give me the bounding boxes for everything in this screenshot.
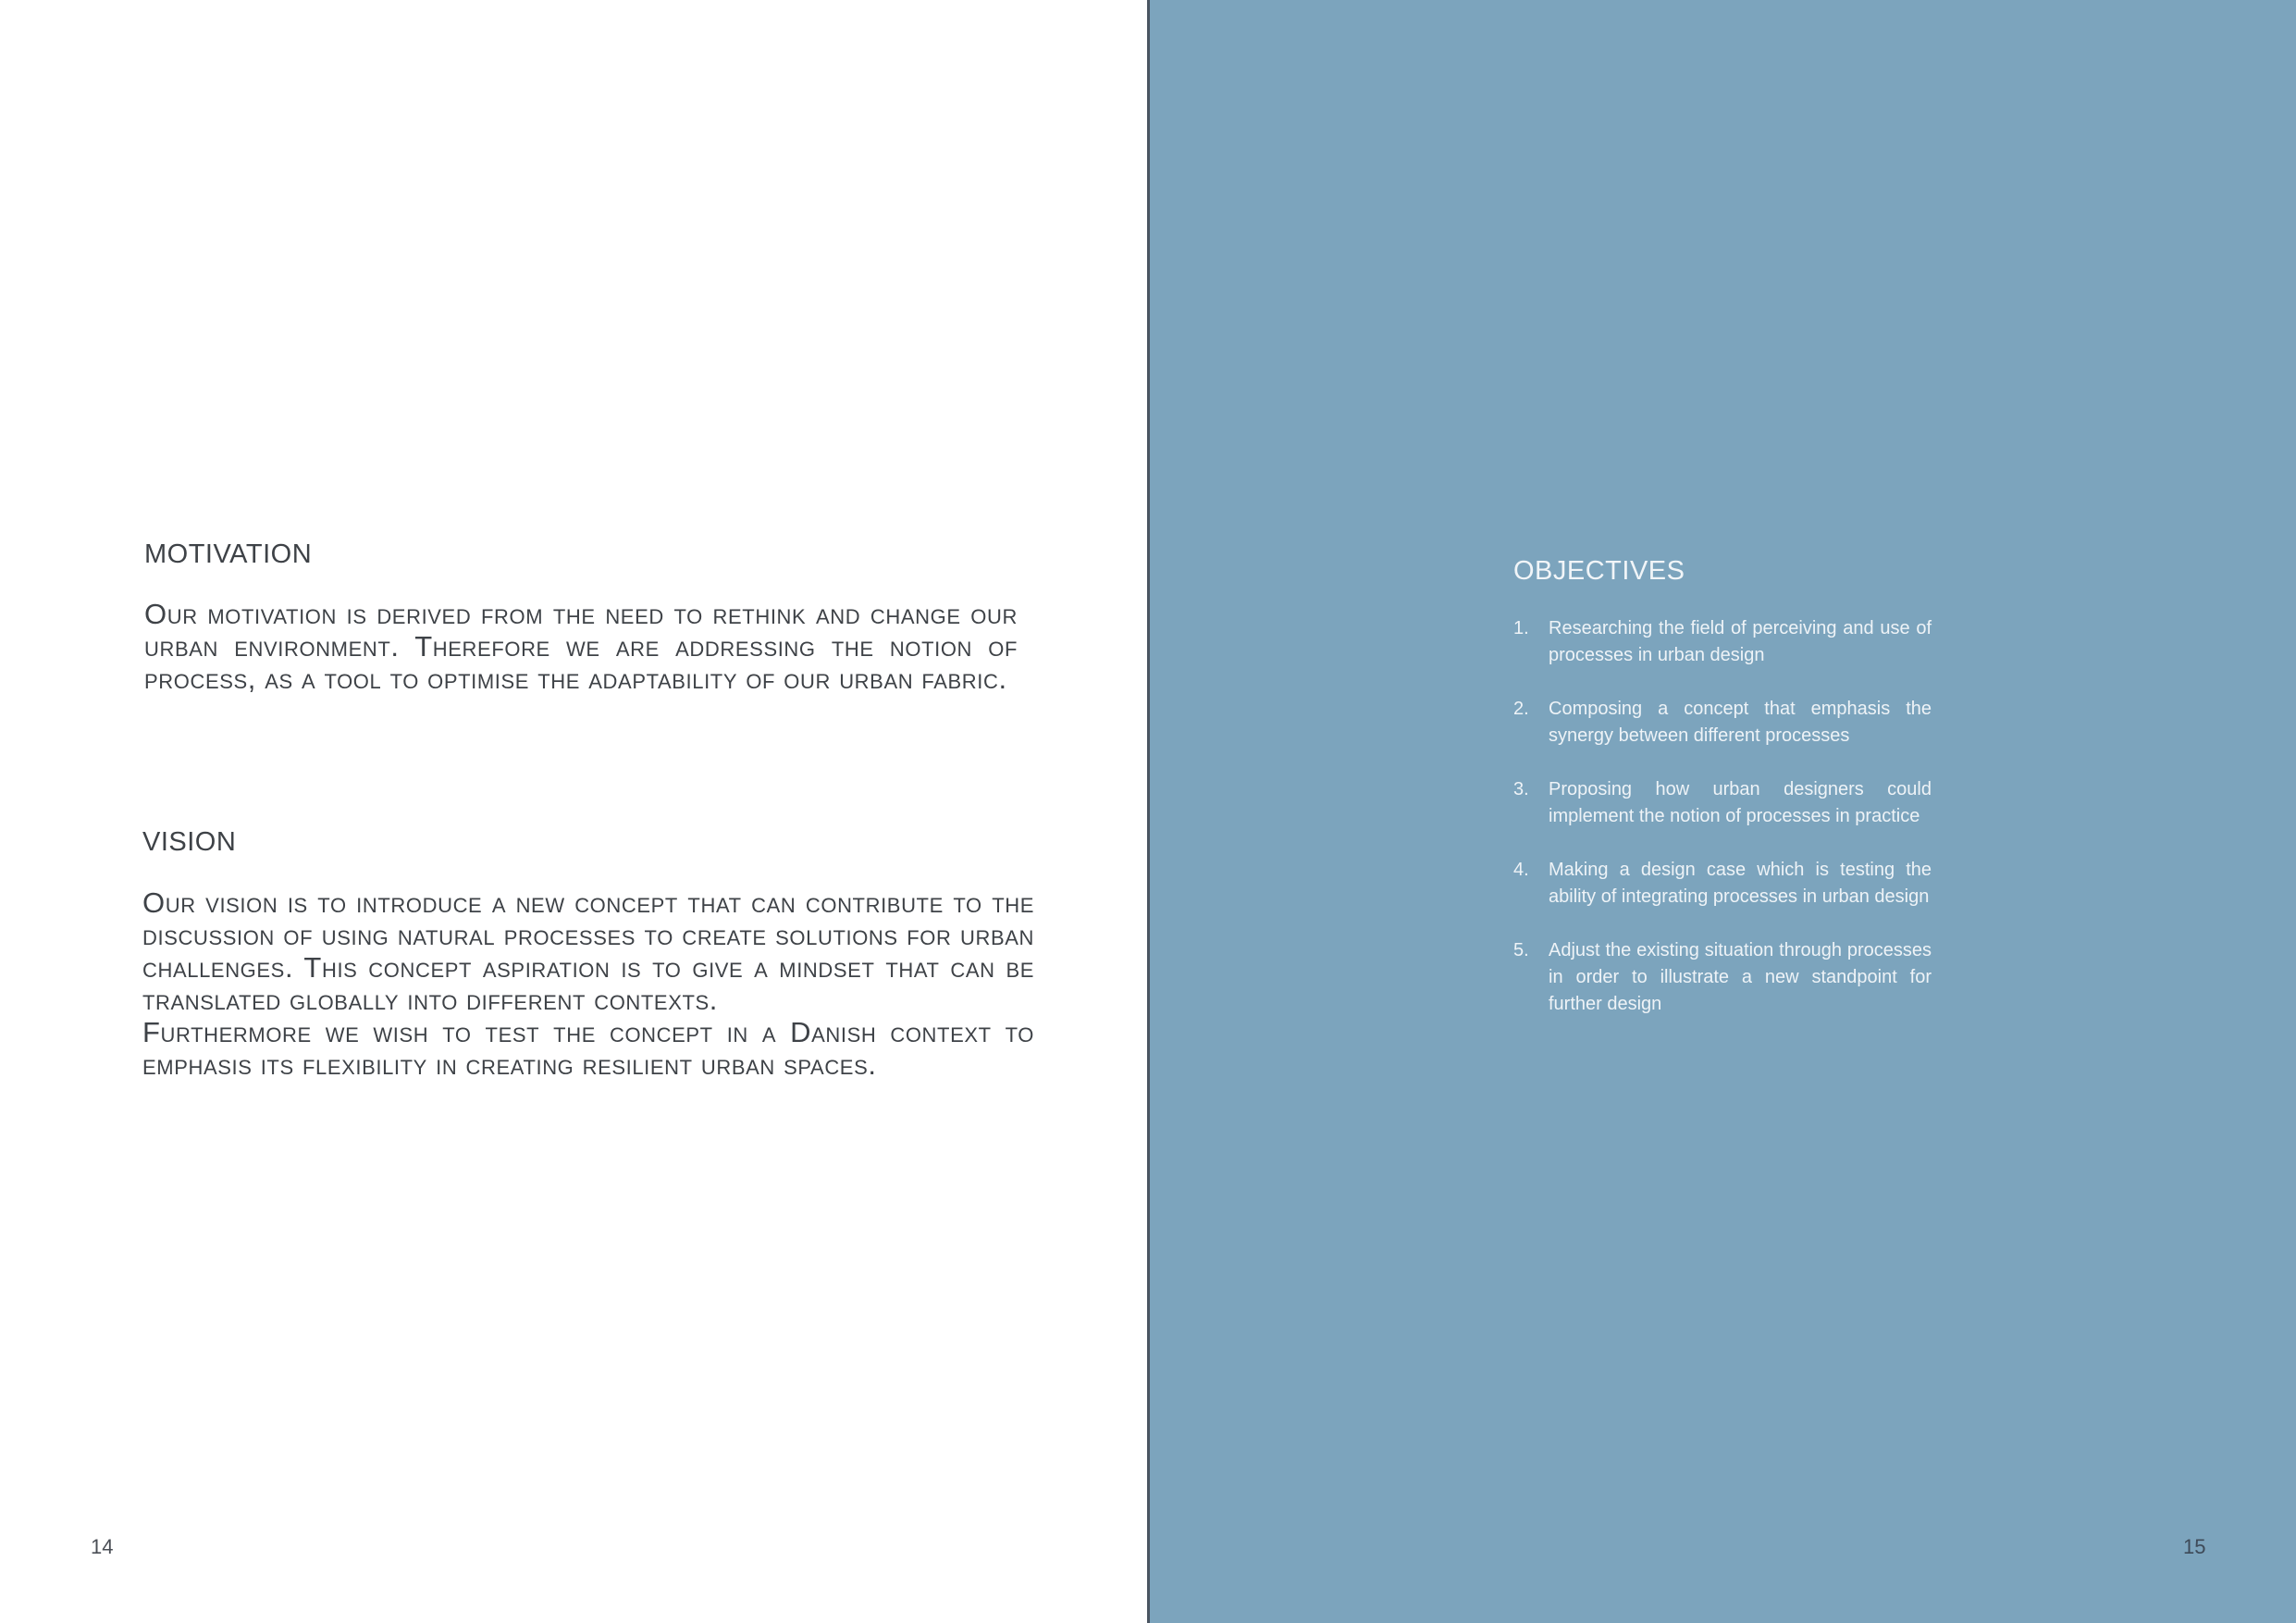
objective-number: 4. xyxy=(1513,860,1529,880)
objective-number: 3. xyxy=(1513,779,1529,799)
objective-text: Proposing how urban designers could implement the notion of processes in practice xyxy=(1549,779,1932,826)
objective-number: 2. xyxy=(1513,699,1529,719)
objective-text: Composing a concept that emphasis the synergy between different processes xyxy=(1549,699,1932,746)
left-page xyxy=(0,0,1147,1623)
objective-item-2 xyxy=(1513,696,1932,750)
page-number-left: 14 xyxy=(91,1535,114,1558)
vision-paragraph xyxy=(142,886,1034,1081)
objective-text: Adjust the existing situation through processes in order to illustrate a new standpoint for further design xyxy=(1549,940,1932,1014)
objective-number: 1. xyxy=(1513,618,1529,638)
objective-number: 5. xyxy=(1513,940,1529,960)
objective-item-1 xyxy=(1513,615,1932,669)
motivation-heading: MOTIVATION xyxy=(144,539,313,569)
objective-item-5 xyxy=(1513,937,1932,1018)
vision-paragraph-part-1: Our vision is to introduce a new concept that can contribute to the discussion of using natural processes to create solutions for urban challenges. This concept aspiration is to give a mindset that can be translated globally into different contexts. xyxy=(142,886,1034,1016)
motivation-paragraph: Our motivation is derived from the need to rethink and change our urban environment. Therefore we are addressing the notion of process, as a tool to optimise the adaptability of our urban fabric. xyxy=(144,598,1018,695)
vision-heading: VISION xyxy=(142,827,237,857)
page-number-right: 15 xyxy=(2183,1535,2206,1558)
objectives-heading: OBJECTIVES xyxy=(1513,556,1685,586)
vision-paragraph-part-2: Furthermore we wish to test the concept in a Danish context to emphasis its flexibility in creating resilient urban spaces. xyxy=(142,1016,1034,1081)
objective-item-4 xyxy=(1513,857,1932,911)
objectives-list xyxy=(1513,615,1932,1045)
objective-text: Making a design case which is testing the ability of integrating processes in urban design xyxy=(1549,860,1932,907)
objective-item-3 xyxy=(1513,776,1932,830)
objective-text: Researching the field of perceiving and use of processes in urban design xyxy=(1549,618,1932,665)
